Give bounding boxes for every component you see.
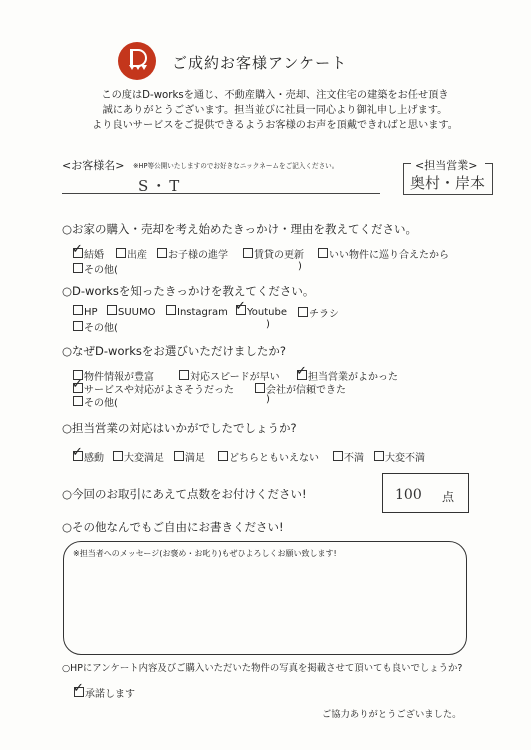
checkbox[interactable] — [243, 248, 253, 258]
q3-option-property-info[interactable]: 物件情報が豊富 — [73, 368, 154, 383]
checkbox-checked[interactable] — [73, 248, 83, 258]
q2-option-suumo[interactable]: SUUMO — [107, 305, 156, 318]
checkbox[interactable] — [318, 248, 328, 258]
sales-rep-field[interactable]: 奥村・岸本 — [410, 174, 486, 192]
question-reason: ○お家の購入・売却を考え始めたきっかけ・理由を教えてください。 — [62, 222, 418, 236]
checkbox-checked[interactable] — [73, 451, 83, 461]
q1-option-lease-renewal[interactable]: 賃貸の更新 — [243, 246, 304, 261]
q2-other-close: ) — [266, 319, 270, 330]
q4-option-satisfied[interactable]: 満足 — [174, 449, 205, 464]
score-unit: 点 — [442, 490, 455, 504]
checkbox[interactable] — [179, 370, 189, 380]
question-how-found: ○D-worksを知ったきっかけを教えてください。 — [62, 284, 315, 298]
checkbox-checked[interactable] — [236, 305, 246, 315]
customer-name-label: <お客様名> — [62, 159, 125, 172]
name-underline — [62, 193, 380, 194]
checkbox[interactable] — [333, 451, 343, 461]
sales-rep-label: <担当営業> — [415, 159, 478, 172]
q1-option-birth[interactable]: 出産 — [116, 246, 147, 261]
checkbox[interactable] — [73, 396, 83, 406]
q2-option-other[interactable]: その他( — [73, 319, 118, 334]
question-why-chosen: ○なぜD-worksをお選びいただけましたか? — [62, 344, 286, 358]
checkbox-checked[interactable] — [73, 383, 83, 393]
consent-option[interactable]: ✓承諾します — [74, 685, 135, 700]
free-comment-hint: ※担当者へのメッセージ(お褒め・お叱り)もぜひよろしくお願い致します! — [73, 549, 337, 558]
nickname-note: ※HP等公開いたしますのでお好きなニックネームをご記入ください。 — [133, 162, 339, 170]
q4-option-very-dissatisfied[interactable]: 大変不満 — [374, 449, 425, 464]
checkbox[interactable] — [174, 451, 184, 461]
checkbox[interactable] — [166, 305, 176, 315]
checkbox[interactable] — [374, 451, 384, 461]
checkbox[interactable] — [73, 263, 83, 273]
checkbox[interactable] — [218, 451, 228, 461]
q3-option-other[interactable]: その他( — [73, 394, 118, 409]
q3-option-speed[interactable]: 対応スピードが早い — [179, 368, 280, 383]
q1-option-marriage[interactable]: ✓結婚 — [73, 246, 104, 261]
customer-name-field[interactable]: S・T — [138, 177, 183, 195]
checkbox[interactable] — [107, 305, 117, 315]
q4-option-impressed[interactable]: ✓感動 — [73, 449, 104, 464]
q3-option-service[interactable]: ✓サービスや対応がよさそうだった — [73, 381, 234, 396]
checkbox[interactable] — [298, 307, 308, 317]
q4-option-very-satisfied[interactable]: 大変満足 — [113, 449, 164, 464]
checkbox[interactable] — [255, 383, 265, 393]
question-score: ○今回のお取引にあえて点数をお付けください! — [62, 487, 307, 501]
q3-option-sales-rep[interactable]: ✓ 担当営業がよかった — [297, 368, 398, 383]
checkbox[interactable] — [157, 248, 167, 258]
q1-option-good-property[interactable]: いい物件に巡り合えたから — [318, 246, 449, 261]
q4-option-neutral[interactable]: どちらともいえない — [218, 449, 319, 464]
q1-other-close: ) — [298, 261, 302, 272]
q4-option-dissatisfied[interactable]: 不満 — [333, 449, 364, 464]
checkbox-checked[interactable] — [74, 687, 84, 697]
question-rep-satisfaction: ○担当営業の対応はいかがでしたでしょうか? — [62, 421, 297, 435]
thanks-text: ご協力ありがとうございました。 — [322, 709, 462, 720]
score-value: 100 — [395, 487, 422, 503]
page-title: ご成約お客様アンケート — [172, 54, 348, 72]
d-works-logo — [118, 42, 156, 80]
checkbox[interactable] — [73, 321, 83, 331]
checkbox-checked[interactable] — [297, 370, 307, 380]
q3-other-close: ) — [266, 394, 270, 405]
question-free-comment: ○その他なんでもご自由にお書きください! — [62, 520, 284, 534]
checkbox[interactable] — [116, 248, 126, 258]
q3-option-trust[interactable]: 会社が信頼できた — [255, 381, 346, 396]
q2-option-hp[interactable]: HP — [73, 305, 98, 318]
checkbox[interactable] — [73, 305, 83, 315]
q1-option-other[interactable]: その他( — [73, 261, 118, 276]
q2-option-instagram[interactable]: Instagram — [166, 305, 228, 318]
q2-option-flyer[interactable]: チラシ — [298, 305, 339, 320]
photo-permission-question: ○HPにアンケート内容及びご購入いただいた物件の写真を掲載させて頂いても良いでしょうか? — [62, 663, 463, 674]
q1-option-school[interactable]: お子様の進学 — [157, 246, 228, 261]
q2-option-youtube[interactable]: ✓ Youtube — [236, 305, 287, 318]
checkbox[interactable] — [113, 451, 123, 461]
intro-text: この度はD-worksを通じ、不動産購入・売却、注文住宅の建築をお任せ頂き 誠にありがとうございます。担当並びに社員一同心より御礼申し上げます。 より良いサービスをご提供できるようお客様のお声を頂戴できればと思います。 — [92, 90, 458, 131]
